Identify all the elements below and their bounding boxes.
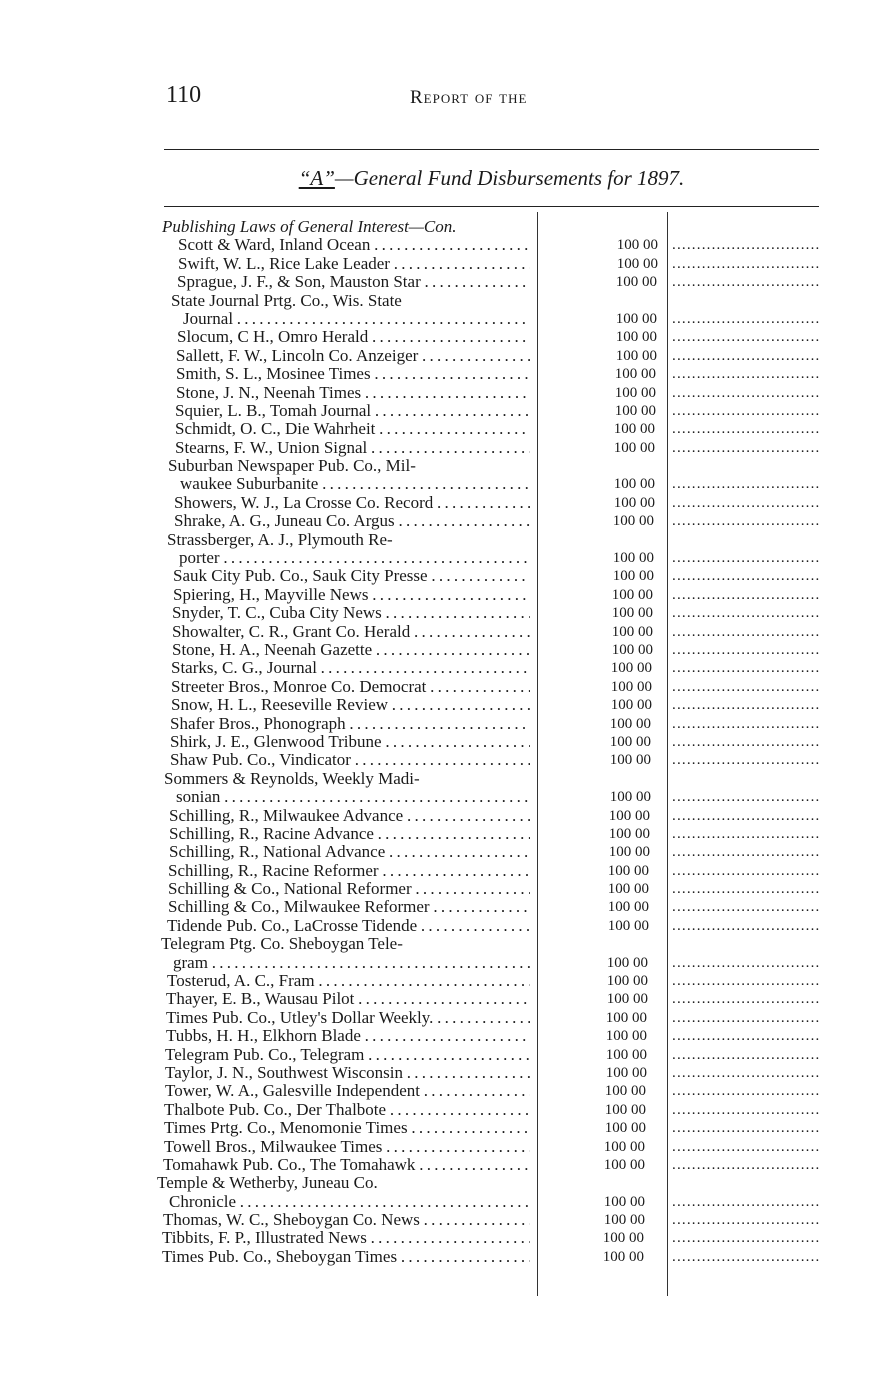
table-row bbox=[0, 236, 872, 254]
table-row bbox=[0, 641, 872, 659]
amount: 100 00 bbox=[605, 1028, 647, 1045]
amount: 100 00 bbox=[610, 678, 652, 695]
table-row bbox=[0, 549, 872, 567]
amount: 100 00 bbox=[603, 1212, 645, 1229]
payee-name: Telegram Pub. Co., Telegram . . . bbox=[165, 1046, 530, 1064]
amount: 100 00 bbox=[611, 641, 653, 658]
amount: 100 00 bbox=[615, 347, 657, 364]
table-row bbox=[0, 807, 872, 825]
payee-name-continued: State Journal Prtg. Co., Wis. State bbox=[171, 290, 402, 310]
empty-column-leader bbox=[672, 1009, 820, 1027]
empty-column-leader bbox=[672, 1156, 820, 1174]
table-row bbox=[0, 733, 872, 751]
payee-name: Schmidt, O. C., Die Wahrheit . . . bbox=[175, 420, 530, 438]
table-row bbox=[0, 365, 872, 383]
payee-name: Thalbote Pub. Co., Der Thalbote . . . bbox=[164, 1101, 530, 1119]
amount: 100 00 bbox=[603, 1156, 645, 1173]
empty-column-leader bbox=[672, 1229, 820, 1247]
amount: 100 00 bbox=[603, 1138, 645, 1155]
table-row bbox=[0, 475, 872, 493]
empty-column-leader bbox=[672, 733, 820, 751]
empty-column-leader bbox=[672, 384, 820, 402]
amount: 100 00 bbox=[616, 237, 658, 254]
amount: 100 00 bbox=[608, 807, 650, 824]
amount: 100 00 bbox=[605, 1009, 647, 1026]
payee-name: Shafer Bros., Phonograph . . . bbox=[170, 715, 530, 733]
amount: 100 00 bbox=[611, 623, 653, 640]
table-row bbox=[0, 623, 872, 641]
amount: 100 00 bbox=[615, 329, 657, 346]
payee-name: Scott & Ward, Inland Ocean . . . bbox=[178, 236, 530, 254]
empty-column-leader bbox=[672, 273, 820, 291]
table-row bbox=[0, 1009, 872, 1027]
payee-name-continued: Sommers & Reynolds, Weekly Madi- bbox=[164, 768, 420, 788]
payee-name: Journal . . . bbox=[183, 310, 530, 328]
table-row bbox=[0, 310, 872, 328]
payee-name: Stone, J. N., Neenah Times . . . bbox=[176, 384, 530, 402]
payee-name: waukee Suburbanite . . . bbox=[180, 475, 530, 493]
payee-name: sonian . . . bbox=[176, 788, 530, 806]
payee-name-continued: Temple & Wetherby, Juneau Co. bbox=[157, 1173, 378, 1193]
amount: 100 00 bbox=[614, 402, 656, 419]
empty-column-leader bbox=[672, 255, 820, 273]
table-title bbox=[164, 166, 819, 191]
empty-column-leader bbox=[672, 1082, 820, 1100]
payee-name: Spiering, H., Mayville News . . . bbox=[173, 586, 530, 604]
payee-name: Shirk, J. E., Glenwood Tribune . . . bbox=[170, 733, 530, 751]
payee-name: Stearns, F. W., Union Signal . . . bbox=[175, 439, 530, 457]
table-row bbox=[0, 1064, 872, 1082]
table-title-text: —General Fund Disbursements for 1897. bbox=[334, 166, 685, 190]
amount: 100 00 bbox=[607, 862, 649, 879]
table-title-letter: “A” bbox=[298, 166, 335, 190]
empty-column-leader bbox=[672, 402, 820, 420]
table-row bbox=[0, 402, 872, 420]
payee-name: Starks, C. G., Journal . . . bbox=[171, 659, 530, 677]
amount: 100 00 bbox=[607, 917, 649, 934]
empty-column-leader bbox=[672, 954, 820, 972]
payee-name: porter . . . bbox=[179, 549, 530, 567]
amount: 100 00 bbox=[606, 954, 648, 971]
empty-column-leader bbox=[672, 512, 820, 530]
empty-column-leader bbox=[672, 1138, 820, 1156]
table-row bbox=[0, 1156, 872, 1174]
payee-name: Showers, W. J., La Crosse Co. Record . . . bbox=[174, 494, 530, 512]
table-row bbox=[0, 420, 872, 438]
payee-name: Stone, H. A., Neenah Gazette . . . bbox=[172, 641, 530, 659]
payee-name-continued: Strassberger, A. J., Plymouth Re- bbox=[167, 529, 393, 549]
payee-name: Sauk City Pub. Co., Sauk City Presse . . . bbox=[173, 567, 530, 585]
payee-name: Towell Bros., Milwaukee Times . . . bbox=[164, 1138, 530, 1156]
amount: 100 00 bbox=[602, 1230, 644, 1247]
table-row bbox=[0, 825, 872, 843]
table-row bbox=[0, 1193, 872, 1211]
amount: 100 00 bbox=[609, 715, 651, 732]
payee-name: Times Pub. Co., Sheboygan Times . . . bbox=[162, 1248, 530, 1266]
table-row bbox=[0, 1082, 872, 1100]
section-heading: Publishing Laws of General Interest—Con. bbox=[162, 217, 457, 236]
table-row bbox=[0, 843, 872, 861]
empty-column-leader bbox=[672, 549, 820, 567]
payee-name: Snow, H. L., Reeseville Review . . . bbox=[171, 696, 530, 714]
table-row bbox=[0, 292, 872, 310]
amount: 100 00 bbox=[610, 697, 652, 714]
empty-column-leader bbox=[672, 494, 820, 512]
empty-column-leader bbox=[672, 862, 820, 880]
empty-column-leader bbox=[672, 843, 820, 861]
amount: 100 00 bbox=[613, 421, 655, 438]
amount: 100 00 bbox=[613, 439, 655, 456]
amount: 100 00 bbox=[609, 752, 651, 769]
amount: 100 00 bbox=[608, 825, 650, 842]
table-row bbox=[0, 384, 872, 402]
empty-column-leader bbox=[672, 990, 820, 1008]
empty-column-leader bbox=[672, 1046, 820, 1064]
table-row bbox=[0, 586, 872, 604]
payee-name: Schilling & Co., Milwaukee Reformer . . . bbox=[168, 898, 530, 916]
amount: 100 00 bbox=[604, 1083, 646, 1100]
payee-name: Shrake, A. G., Juneau Co. Argus . . . bbox=[174, 512, 530, 530]
payee-name: Taylor, J. N., Southwest Wisconsin . . . bbox=[165, 1064, 530, 1082]
empty-column-leader bbox=[672, 641, 820, 659]
table-row bbox=[0, 788, 872, 806]
table-row bbox=[0, 715, 872, 733]
table-row bbox=[0, 1119, 872, 1137]
amount: 100 00 bbox=[611, 605, 653, 622]
table-row bbox=[0, 1211, 872, 1229]
table-row bbox=[0, 1027, 872, 1045]
payee-name: Tubbs, H. H., Elkhorn Blade . . . bbox=[166, 1027, 530, 1045]
empty-column-leader bbox=[672, 880, 820, 898]
table-row bbox=[0, 1138, 872, 1156]
table-row bbox=[0, 457, 872, 475]
amount: 100 00 bbox=[606, 991, 648, 1008]
empty-column-leader bbox=[672, 475, 820, 493]
payee-name: Snyder, T. C., Cuba City News . . . bbox=[172, 604, 530, 622]
table-row bbox=[0, 512, 872, 530]
empty-column-leader bbox=[672, 439, 820, 457]
table-row bbox=[0, 347, 872, 365]
payee-name: Tosterud, A. C., Fram . . . bbox=[167, 972, 530, 990]
table-row bbox=[0, 1046, 872, 1064]
empty-column-leader bbox=[672, 715, 820, 733]
table-row bbox=[0, 917, 872, 935]
empty-column-leader bbox=[672, 751, 820, 769]
amount: 100 00 bbox=[609, 733, 651, 750]
table-row bbox=[0, 494, 872, 512]
table-row bbox=[0, 1101, 872, 1119]
empty-column-leader bbox=[672, 917, 820, 935]
table-row bbox=[0, 898, 872, 916]
table-row bbox=[0, 567, 872, 585]
empty-column-leader bbox=[672, 1027, 820, 1045]
amount: 100 00 bbox=[616, 255, 658, 272]
table-row bbox=[0, 531, 872, 549]
table-row bbox=[0, 255, 872, 273]
empty-column-leader bbox=[672, 972, 820, 990]
payee-name: Schilling, R., Racine Reformer . . . bbox=[168, 862, 530, 880]
empty-column-leader bbox=[672, 586, 820, 604]
amount: 100 00 bbox=[612, 550, 654, 567]
empty-column-leader bbox=[672, 236, 820, 254]
empty-column-leader bbox=[672, 1101, 820, 1119]
section-heading-line bbox=[0, 218, 872, 236]
payee-name: gram . . . bbox=[173, 954, 530, 972]
table-row bbox=[0, 972, 872, 990]
payee-name: Thayer, E. B., Wausau Pilot . . . bbox=[166, 990, 530, 1008]
header-rule-bottom bbox=[164, 206, 819, 207]
page-number: 110 bbox=[166, 82, 202, 108]
amount: 100 00 bbox=[604, 1101, 646, 1118]
amount: 100 00 bbox=[605, 1046, 647, 1063]
table-row bbox=[0, 273, 872, 291]
payee-name: Times Prtg. Co., Menomonie Times . . . bbox=[164, 1119, 530, 1137]
payee-name: Schilling & Co., National Reformer . . . bbox=[168, 880, 530, 898]
empty-column-leader bbox=[672, 420, 820, 438]
amount: 100 00 bbox=[604, 1120, 646, 1137]
table-row bbox=[0, 439, 872, 457]
empty-column-leader bbox=[672, 365, 820, 383]
amount: 100 00 bbox=[611, 586, 653, 603]
table-row bbox=[0, 1248, 872, 1266]
payee-name: Smith, S. L., Mosinee Times . . . bbox=[176, 365, 530, 383]
table-row bbox=[0, 954, 872, 972]
empty-column-leader bbox=[672, 623, 820, 641]
table-row bbox=[0, 880, 872, 898]
payee-name-continued: Suburban Newspaper Pub. Co., Mil- bbox=[168, 456, 416, 476]
empty-column-leader bbox=[672, 696, 820, 714]
payee-name: Schilling, R., Racine Advance . . . bbox=[169, 825, 530, 843]
payee-name: Schilling, R., National Advance . . . bbox=[169, 843, 530, 861]
table-row bbox=[0, 1229, 872, 1247]
table-row bbox=[0, 678, 872, 696]
table-row bbox=[0, 990, 872, 1008]
empty-column-leader bbox=[672, 1064, 820, 1082]
payee-name: Times Pub. Co., Utley's Dollar Weekly. . . . bbox=[166, 1009, 530, 1027]
empty-column-leader bbox=[672, 807, 820, 825]
payee-name: Tidende Pub. Co., LaCrosse Tidende . . . bbox=[167, 917, 530, 935]
empty-column-leader bbox=[672, 1193, 820, 1211]
amount: 100 00 bbox=[603, 1193, 645, 1210]
payee-name: Schilling, R., Milwaukee Advance . . . bbox=[169, 807, 530, 825]
table-row bbox=[0, 770, 872, 788]
empty-column-leader bbox=[672, 1119, 820, 1137]
amount: 100 00 bbox=[613, 494, 655, 511]
amount: 100 00 bbox=[614, 366, 656, 383]
amount: 100 00 bbox=[610, 660, 652, 677]
amount: 100 00 bbox=[614, 384, 656, 401]
payee-name: Shaw Pub. Co., Vindicator . . . bbox=[170, 751, 530, 769]
table-row bbox=[0, 604, 872, 622]
amount: 100 00 bbox=[608, 844, 650, 861]
table-row bbox=[0, 935, 872, 953]
amount: 100 00 bbox=[615, 310, 657, 327]
payee-name: Sprague, J. F., & Son, Mauston Star . . . bbox=[177, 273, 530, 291]
empty-column-leader bbox=[672, 567, 820, 585]
payee-name: Thomas, W. C., Sheboygan Co. News . . . bbox=[163, 1211, 530, 1229]
payee-name: Squier, L. B., Tomah Journal . . . bbox=[175, 402, 530, 420]
payee-name: Chronicle . . . bbox=[169, 1193, 530, 1211]
amount: 100 00 bbox=[612, 568, 654, 585]
amount: 100 00 bbox=[609, 789, 651, 806]
amount: 100 00 bbox=[615, 274, 657, 291]
amount: 100 00 bbox=[607, 899, 649, 916]
payee-name: Tibbits, F. P., Illustrated News . . . bbox=[162, 1229, 530, 1247]
payee-name-continued: Telegram Ptg. Co. Sheboygan Tele- bbox=[161, 934, 403, 954]
amount: 100 00 bbox=[607, 881, 649, 898]
table-row bbox=[0, 328, 872, 346]
empty-column-leader bbox=[672, 678, 820, 696]
table-row bbox=[0, 751, 872, 769]
empty-column-leader bbox=[672, 1211, 820, 1229]
table-row bbox=[0, 696, 872, 714]
empty-column-leader bbox=[672, 659, 820, 677]
empty-column-leader bbox=[672, 1248, 820, 1266]
amount: 100 00 bbox=[602, 1248, 644, 1265]
disbursement-list bbox=[0, 218, 872, 1266]
table-row bbox=[0, 862, 872, 880]
payee-name: Sallett, F. W., Lincoln Co. Anzeiger . . . bbox=[176, 347, 530, 365]
payee-name: Showalter, C. R., Grant Co. Herald . . . bbox=[172, 623, 530, 641]
empty-column-leader bbox=[672, 328, 820, 346]
amount: 100 00 bbox=[605, 1064, 647, 1081]
empty-column-leader bbox=[672, 310, 820, 328]
header-rule-top bbox=[164, 149, 819, 150]
amount: 100 00 bbox=[612, 513, 654, 530]
empty-column-leader bbox=[672, 604, 820, 622]
table-row bbox=[0, 659, 872, 677]
payee-name: Tower, W. A., Galesville Independent . . . bbox=[165, 1082, 530, 1100]
payee-name: Slocum, C H., Omro Herald . . . bbox=[177, 328, 530, 346]
amount: 100 00 bbox=[613, 476, 655, 493]
empty-column-leader bbox=[672, 898, 820, 916]
empty-column-leader bbox=[672, 825, 820, 843]
payee-name: Tomahawk Pub. Co., The Tomahawk . . . bbox=[163, 1156, 530, 1174]
payee-name: Streeter Bros., Monroe Co. Democrat . . . bbox=[171, 678, 530, 696]
running-head: Report of the bbox=[410, 87, 528, 108]
table-row bbox=[0, 1174, 872, 1192]
empty-column-leader bbox=[672, 347, 820, 365]
amount: 100 00 bbox=[606, 973, 648, 990]
payee-name: Swift, W. L., Rice Lake Leader . . . bbox=[178, 255, 530, 273]
empty-column-leader bbox=[672, 788, 820, 806]
